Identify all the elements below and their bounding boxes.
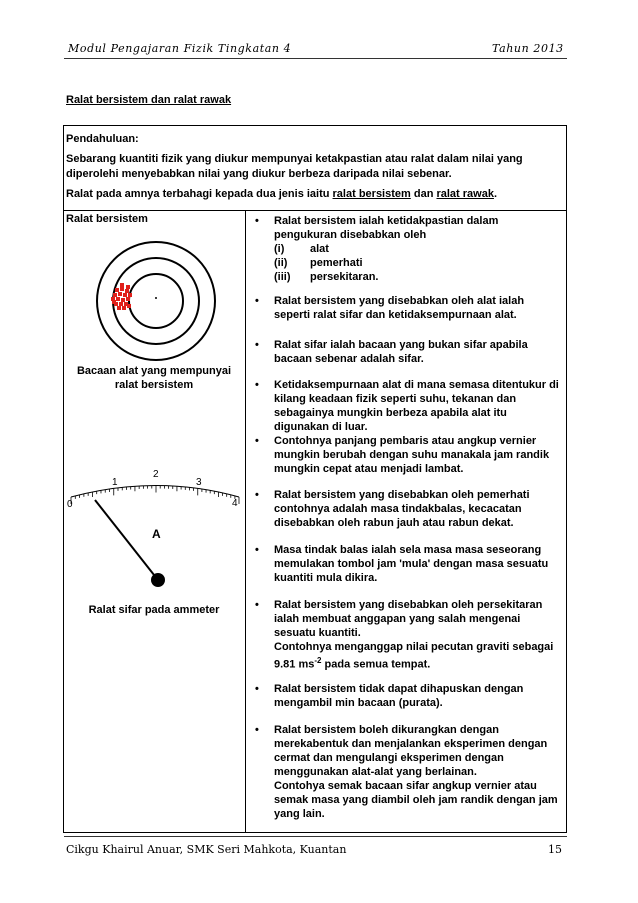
tick-label-2: 2 <box>153 469 159 480</box>
term-random: ralat rawak <box>436 188 494 200</box>
item-text: persekitaran. <box>310 271 379 283</box>
dot-mark <box>117 306 121 310</box>
bullet-icon: • <box>255 215 259 227</box>
intro-p2-end: . <box>493 188 498 200</box>
dot-cluster <box>111 283 132 310</box>
bullet-1-text: Ralat bersistem ialah ketidakpastian dalam pengukuran disebabkan oleh <box>274 215 499 241</box>
tick-label-3: 3 <box>196 477 202 488</box>
dot-mark <box>127 304 131 308</box>
meter-scale-arc <box>71 486 239 498</box>
bullet-8-example <box>274 640 562 672</box>
footer-author: Cikgu Khairul Anuar, SMK Seri Mahkota, Kuantan <box>66 843 347 856</box>
meter-pivot <box>151 573 165 587</box>
bullet-10-example: Contohya semak bacaan sifar angkup vernier atau semak masa yang diambil oleh jam randik dengan jam yang lain. <box>274 780 558 820</box>
bullet-10-text: Ralat bersistem boleh dikurangkan dengan merekabentuk dan menjalankan eksperimen dengan cermat dan mengulangi eksperimen dengan menggunakan alat-alat yang berlainan. <box>274 724 548 778</box>
header-title: Modul Pengajaran Fizik Tingkatan 4 <box>68 42 292 55</box>
dot-mark <box>120 287 124 291</box>
intro-p2-mid: dan <box>410 188 437 200</box>
ammeter-diagram <box>66 462 244 592</box>
intro-paragraph-2 <box>66 187 562 202</box>
dot-mark <box>120 283 124 287</box>
intro-paragraph-1: Sebarang kuantiti fizik yang diukur mempunyai ketakpastian atau ralat dalam nilai yang diperolehi menyebabkan nilai yang diukur berbeza daripada nilai sebenar. <box>66 153 523 180</box>
caption-ammeter: Ralat sifar pada ammeter <box>88 604 220 616</box>
dot-mark <box>122 306 126 310</box>
left-column-title: Ralat bersistem <box>66 213 148 225</box>
section-title: Ralat bersistem dan ralat rawak <box>66 94 232 106</box>
meter-needle <box>95 500 158 580</box>
dot-mark <box>113 293 117 297</box>
footer-rule <box>64 836 567 837</box>
tick-label-4: 4 <box>232 498 238 509</box>
bullet-8 <box>274 598 562 672</box>
table-divider <box>63 210 567 211</box>
bullet-3: Ralat sifar ialah bacaan yang bukan sifar apabila bacaan sebenar adalah sifar. <box>274 339 528 365</box>
dot-mark <box>126 297 130 301</box>
target-ring-inner <box>129 274 183 328</box>
dot-mark <box>123 293 127 297</box>
bullet-1 <box>274 214 562 284</box>
term-systematic: ralat bersistem <box>332 188 411 200</box>
bullet-icon: • <box>255 435 259 447</box>
dot-mark <box>128 293 132 297</box>
dot-mark <box>112 300 116 304</box>
bullet-icon: • <box>255 683 259 695</box>
bullet-1-item <box>274 270 562 284</box>
item-num: (ii) <box>274 257 288 269</box>
dot-mark <box>115 288 119 292</box>
item-text: pemerhati <box>310 257 363 269</box>
bullet-10 <box>274 723 562 821</box>
bullet-7: Masa tindak balas ialah sela masa masa seseorang memulakan tombol jam 'mula' dengan masa sesuatu kuantiti mula dikira. <box>274 544 549 584</box>
tick-label-1: 1 <box>112 477 118 488</box>
target-ring-middle <box>113 258 199 344</box>
bullet-icon: • <box>255 295 259 307</box>
intro-p2-start: Ralat pada amnya terbahagi kepada dua jenis iaitu <box>66 188 333 200</box>
example-post: pada semua tempat. <box>321 658 431 671</box>
target-center <box>155 297 157 299</box>
item-num: (i) <box>274 243 285 255</box>
bullet-icon: • <box>255 724 259 736</box>
example-pre: Contohnya menganggap nilai pecutan graviti sebagai 9.81 ms <box>274 641 554 671</box>
bullet-icon: • <box>255 544 259 556</box>
page-number: 15 <box>548 843 562 856</box>
bullet-8-text: Ralat bersistem yang disebabkan oleh persekitaran ialah membuat anggapan yang salah mengenai sesuatu kuantiti. <box>274 599 543 639</box>
item-num: (iii) <box>274 271 291 283</box>
example-superscript: -2 <box>314 656 322 665</box>
bullet-4: Ketidaksempurnaan alat di mana semasa ditentukur di kilang keadaan fizik seperti suhu, tekanan dan sebagainya mungkin berbeza apabila alat itu digunakan di luar. <box>274 379 559 433</box>
tick-label-0: 0 <box>67 499 73 510</box>
bullet-1-item <box>274 242 562 256</box>
bullet-2: Ralat bersistem yang disebabkan oleh alat ialah seperti ralat sifar dan ketidaksempurnaan alat. <box>274 295 525 321</box>
intro-heading: Pendahuluan: <box>66 133 139 145</box>
target-diagram <box>93 240 219 362</box>
header-year: Tahun 2013 <box>492 42 564 55</box>
dot-mark <box>121 298 125 302</box>
header-rule <box>64 58 567 59</box>
column-divider <box>245 210 246 833</box>
bullet-icon: • <box>255 379 259 391</box>
dot-mark <box>125 289 129 293</box>
item-text: alat <box>310 243 329 255</box>
dot-mark <box>116 297 120 301</box>
bullet-icon: • <box>255 339 259 351</box>
bullet-6: Ralat bersistem yang disebabkan oleh pemerhati contohnya adalah masa tindakbalas, kecacatan disebabkan oleh rabun jauh atau rabun dekat. <box>274 489 530 529</box>
bullet-icon: • <box>255 599 259 611</box>
bullet-5: Contohnya panjang pembaris atau angkup vernier mungkin berubah dengan suhu manakala jam randik mungkin cepat atau menjadi lambat. <box>274 435 550 475</box>
bullet-9: Ralat bersistem tidak dapat dihapuskan dengan mengambil min bacaan (purata). <box>274 683 524 709</box>
dot-mark <box>126 285 130 289</box>
dot-mark <box>119 302 123 306</box>
dot-mark <box>118 292 122 296</box>
bullet-icon: • <box>255 489 259 501</box>
intro-block <box>66 132 562 207</box>
meter-unit-label: A <box>152 527 161 541</box>
caption-target: Bacaan alat yang mempunyai ralat bersistem <box>76 365 232 391</box>
bullet-1-item <box>274 256 562 270</box>
